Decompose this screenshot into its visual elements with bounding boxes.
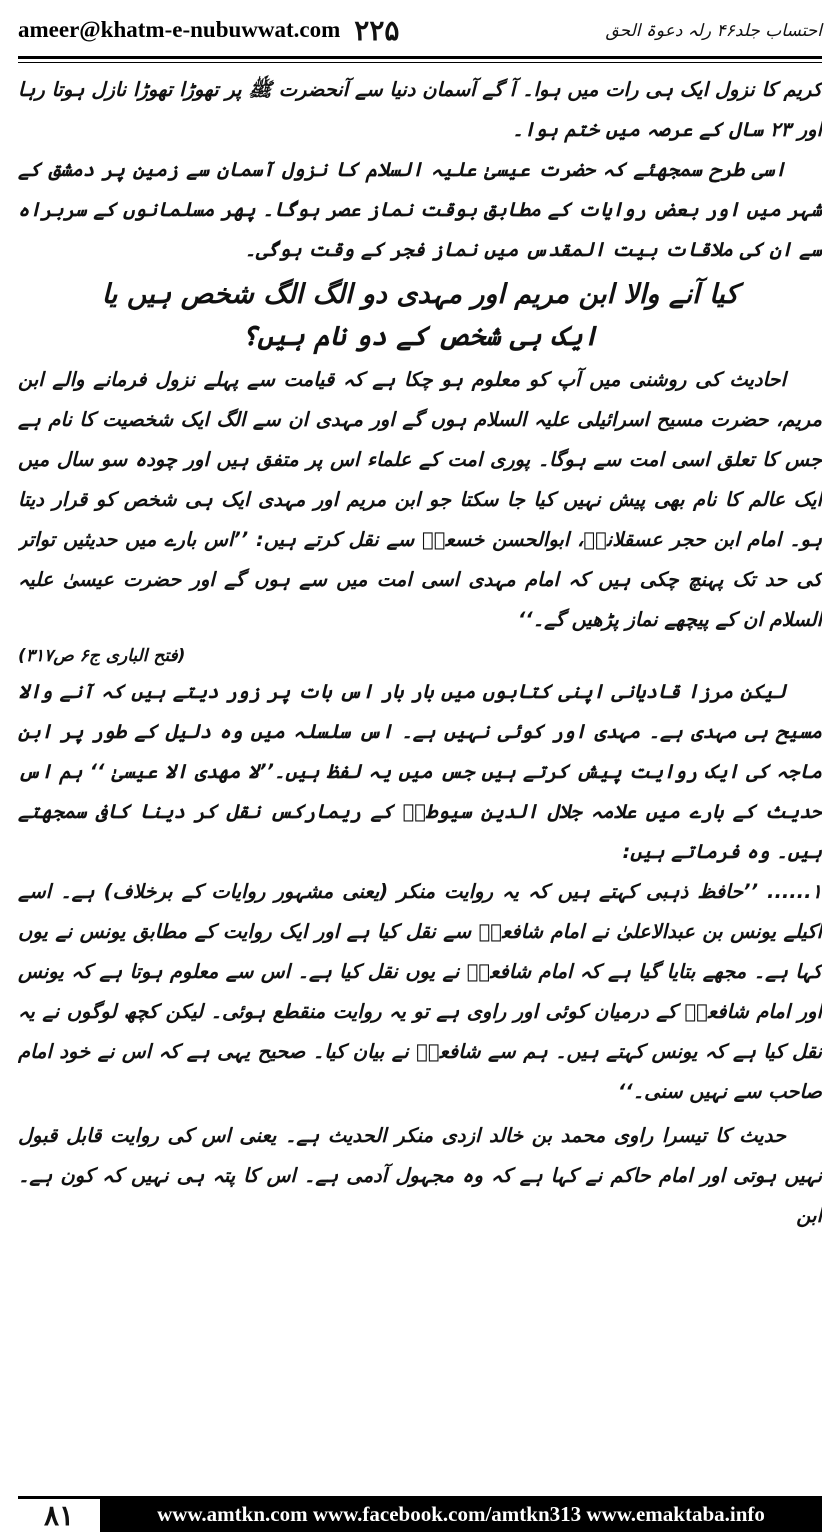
footer-page-number: ۸۱ xyxy=(18,1496,100,1532)
header-left xyxy=(18,14,399,47)
header-email: ameer@khatm-e-nubuwwat.com xyxy=(18,17,341,42)
header-rule-thick xyxy=(18,56,822,59)
page-header xyxy=(18,10,822,50)
paragraph-6: حدیث کا تیسرا راوی محمد بن خالد ازدی منکر الحدیث ہے۔ یعنی اس کی روایت قابل قبول نہیں ہوتی اور امام حاکم نے کہا ہے کہ وہ مجہول آدمی ہے۔ اس کا پتہ ہی نہیں کہ کون ہے۔ ابن xyxy=(18,1124,822,1227)
page-body xyxy=(18,70,822,1450)
paragraph-2: اسی طرح سمجھئے کہ حضرت عیسیٰ علیہ السلام کا نزول آسمان سے زمین پر دمشق کے شہر میں اور بعض روایات کے مطابق بوقت نماز عصر ہوگا۔ پھر مسلمانوں کے سربراہ سے ان کی ملاقات بیت المقدس میں نماز فجر کے وقت ہوگی۔ xyxy=(18,158,822,261)
header-page-number: ۲۲۵ xyxy=(354,13,400,47)
running-title: احتساب جلد۴۶ رلہ دعوۃ الحق xyxy=(605,20,822,41)
citation: (فتح الباری ج۶ ص۳۱۷) xyxy=(18,646,186,666)
heading-line-2: ایک ہی شخص کے دو نام ہیں؟ xyxy=(241,321,599,352)
heading-line-1: کیا آنے والا ابن مریم اور مہدی دو الگ الگ شخص ہیں یا xyxy=(101,279,739,310)
paragraph-5-quote: ۱...... ’’حافظ ذہبی کہتے ہیں کہ یہ روایت منکر (یعنی مشہور روایات کے برخلاف) ہے۔ اسے اکیلے یونس بن عبدالاعلیٰ نے امام شافعیؒ سے نقل کیا ہے اور ایک روایت کے مطابق یونس نے یوں کہا ہے۔ مجھے بتایا گیا ہے کہ امام شافعیؒ نے یوں نقل کیا ہے۔ اس سے معلوم ہوتا ہے کہ یونس اور امام شافعیؒ کے درمیان کوئی اور راوی ہے تو یہ روایت منقطع ہوئی۔ لیکن کچھ لوگوں نے یہ نقل کیا ہے کہ یونس کہتے ہیں۔ ہم سے شافعیؒ نے بیان کیا۔ صحیح یہی ہے کہ اس نے خود امام صاحب سے نہیں سنی۔‘‘ xyxy=(18,880,822,1103)
paragraph-4: لیکن مرزا قادیانی اپنی کتابوں میں بار بار اس بات پر زور دیتے ہیں کہ آنے والا مسیح ہی مہدی ہے۔ مہدی اور کوئی نہیں ہے۔ اس سلسلہ میں وہ دلیل کے طور پر ابن ماجہ کی ایک روایت پیش کرتے ہیں جس میں یہ لفظ ہیں۔’’لا مھدی الا عیسیٰ ‘‘ ہم اس حدیث کے بارے میں علامہ جلال الدین سیوطیؒ کے ریمارکس نقل کر دینا کافی سمجھتے ہیں۔ وہ فرماتے ہیں: xyxy=(18,680,822,863)
page-footer xyxy=(18,1496,822,1532)
section-heading xyxy=(18,274,822,358)
footer-links: www.amtkn.com www.facebook.com/amtkn313 www.emaktaba.info xyxy=(100,1496,822,1532)
paragraph-3: احادیث کی روشنی میں آپ کو معلوم ہو چکا ہے کہ قیامت سے پہلے نزول فرمانے والے ابن مریم، حضرت مسیح اسرائیلی علیہ السلام ہوں گے اور مہدی ان سے الگ ایک شخصیت کا نام ہے جس کا تعلق اسی امت سے ہوگا۔ پوری امت کے علماء اس پر متفق ہیں اور چودہ سو سال میں ایک عالم کا نام بھی پیش نہیں کیا جا سکتا جو ابن مریم اور مہدی ایک ہی شخص کو قرار دیتا ہو۔ امام ابن حجر عسقلانیؒ، ابوالحسن خسعیؒ سے نقل کرتے ہیں: ’’اس بارے میں حدیثیں تواتر کی حد تک پہنچ چکی ہیں کہ امام مہدی اسی امت میں سے ہوں گے اور حضرت عیسیٰ علیہ السلام ان کے پیچھے نماز پڑھیں گے۔‘‘ xyxy=(18,368,822,631)
header-rule-thin xyxy=(18,62,822,63)
paragraph-1: کریم کا نزول ایک ہی رات میں ہوا۔ آ گے آسمان دنیا سے آنحضرت ﷺ پر تھوڑا تھوڑا نازل ہوتا رہا اور ۲۳ سال کے عرصہ میں ختم ہوا۔ xyxy=(18,78,822,141)
